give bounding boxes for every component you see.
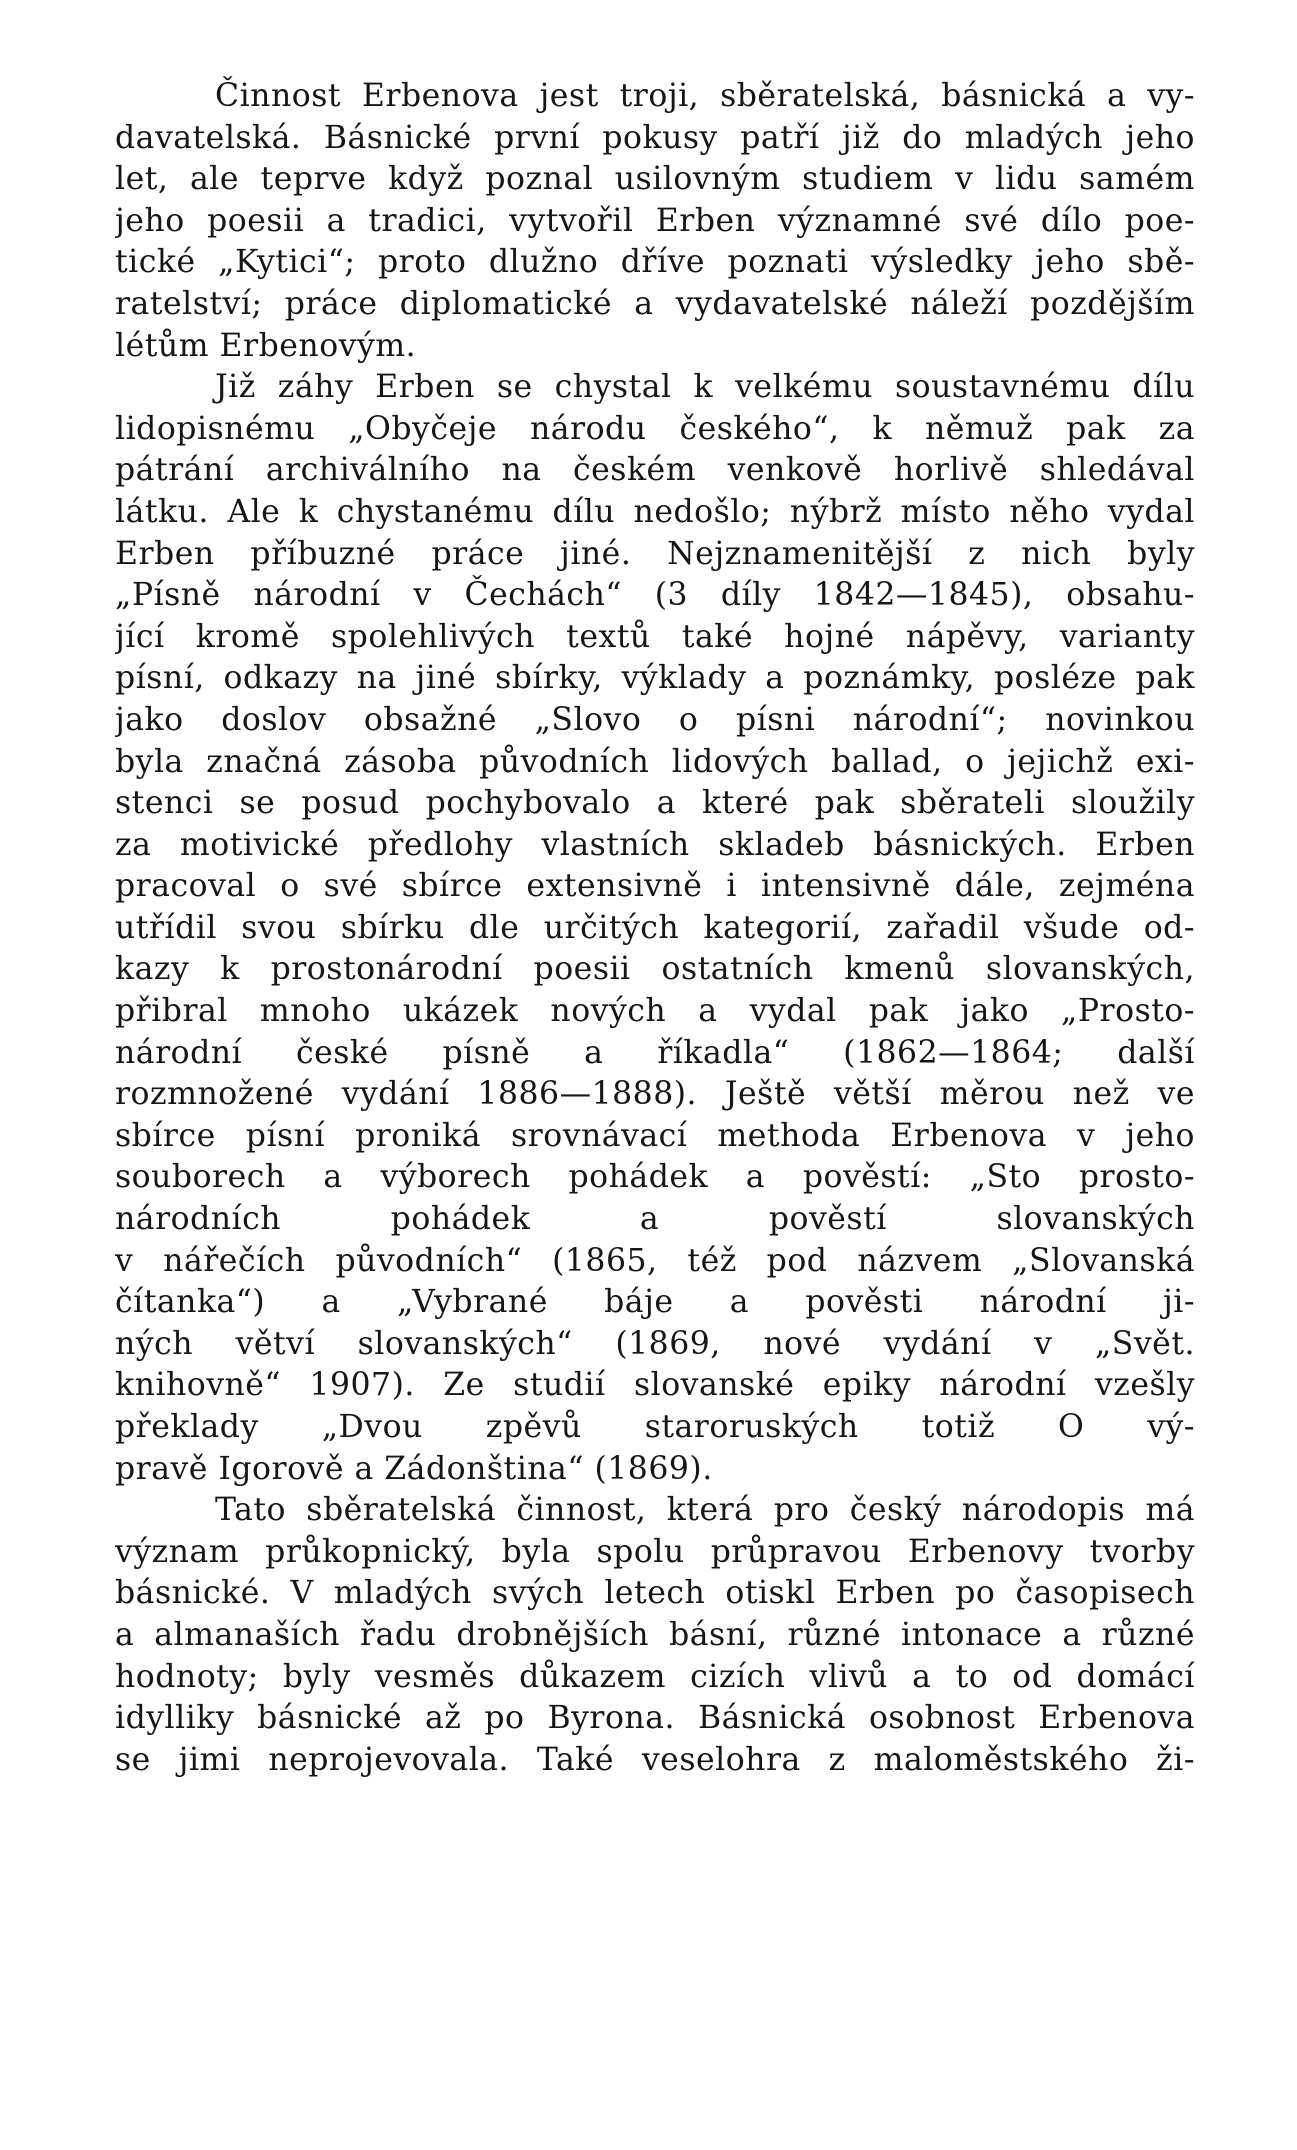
text-line: básnické. V mladých svých letech otiskl Erben po časopisech	[115, 1575, 1195, 1612]
text-line: čítanka“) a „Vybrané báje a pověsti národní ji-	[115, 1284, 1195, 1321]
text-line: stenci se posud pochybovalo a které pak sběrateli sloužily	[115, 785, 1195, 822]
document-page	[115, 76, 1195, 1781]
text-line: jako doslov obsažné „Slovo o písni národní“; novinkou	[115, 701, 1195, 738]
text-line: „Písně národní v Čechách“ (3 díly 1842—1845), obsahu-	[115, 577, 1195, 614]
text-line: kazy k prostonárodní poesii ostatních kmenů slovanských,	[115, 951, 1195, 988]
text-line: létům Erbenovým.	[115, 327, 417, 364]
text-line: za motivické předlohy vlastních skladeb básnických. Erben	[115, 826, 1195, 863]
text-line: hodnoty; byly vesměs důkazem cizích vlivů a to od domácí	[115, 1658, 1195, 1695]
text-line: pracoval o své sbírce extensivně i intensivně dále, zejména	[115, 868, 1195, 905]
text-line: význam průkopnický, byla spolu průpravou Erbenovy tvorby	[115, 1533, 1195, 1570]
text-line: souborech a výborech pohádek a pověstí: „Sto prosto-	[115, 1159, 1195, 1196]
text-line: se jimi neprojevovala. Také veselohra z maloměstského ži-	[115, 1741, 1195, 1778]
text-line: látku. Ale k chystanému dílu nedošlo; nýbrž místo něho vydal	[115, 493, 1195, 530]
text-line: pravě Igorově a Zádonština“ (1869).	[115, 1450, 713, 1487]
text-line: idylliky básnické až po Byrona. Básnická osobnost Erbenova	[115, 1700, 1195, 1737]
text-line: Již záhy Erben se chystal k velkému soustavnému dílu	[215, 369, 1195, 406]
text-line: jící kromě spolehlivých textů také hojné nápěvy, varianty	[115, 618, 1195, 655]
text-line: ných větví slovanských“ (1869, nové vydání v „Svět.	[115, 1325, 1195, 1362]
text-line: překlady „Dvou zpěvů staroruských totiž O vý-	[115, 1409, 1195, 1445]
text-line: a almanaších řadu drobnějších básní, různé intonace a různé	[115, 1616, 1195, 1653]
text-line: utřídil svou sbírku dle určitých kategorií, zařadil všude od-	[115, 909, 1195, 946]
text-line: Erben příbuzné práce jiné. Nejznamenitější z nich byly	[115, 535, 1195, 572]
text-line: přibral mnoho ukázek nových a vydal pak jako „Prosto-	[115, 993, 1195, 1030]
text-line: sbírce písní proniká srovnávací methoda Erbenova v jeho	[115, 1117, 1195, 1154]
text-line: byla značná zásoba původních lidových ballad, o jejichž exi-	[115, 743, 1195, 780]
text-line: knihovně“ 1907). Ze studií slovanské epiky národní vzešly	[115, 1367, 1195, 1404]
text-line: ratelství; práce diplomatické a vydavatelské náleží pozdějším	[115, 285, 1195, 322]
text-line: let, ale teprve když poznal usilovným studiem v lidu samém	[115, 161, 1195, 198]
text-line: lidopisnému „Obyčeje národu českého“, k němuž pak za	[115, 410, 1195, 447]
text-line: národních pohádek a pověstí slovanských	[115, 1201, 1195, 1238]
text-line: rozmnožené vydání 1886—1888). Ještě větší měrou než ve	[115, 1076, 1195, 1113]
text-line: davatelská. Básnické první pokusy patří již do mladých jeho	[115, 119, 1195, 156]
text-line: písní, odkazy na jiné sbírky, výklady a poznámky, posléze pak	[115, 660, 1195, 697]
text-line: Tato sběratelská činnost, která pro český národopis má	[215, 1492, 1195, 1529]
text-line: jeho poesii a tradici, vytvořil Erben významné své dílo poe-	[115, 202, 1195, 239]
text-line: pátrání archiválního na českém venkově horlivě shledával	[115, 452, 1195, 489]
text-line: tické „Kytici“; proto dlužno dříve poznati výsledky jeho sbě-	[115, 244, 1195, 281]
text-line: Činnost Erbenova jest troji, sběratelská, básnická a vy-	[215, 78, 1195, 114]
text-line: národní české písně a říkadla“ (1862—1864; další	[115, 1034, 1195, 1071]
text-line: v nářečích původních“ (1865, též pod názvem „Slovanská	[115, 1242, 1195, 1279]
